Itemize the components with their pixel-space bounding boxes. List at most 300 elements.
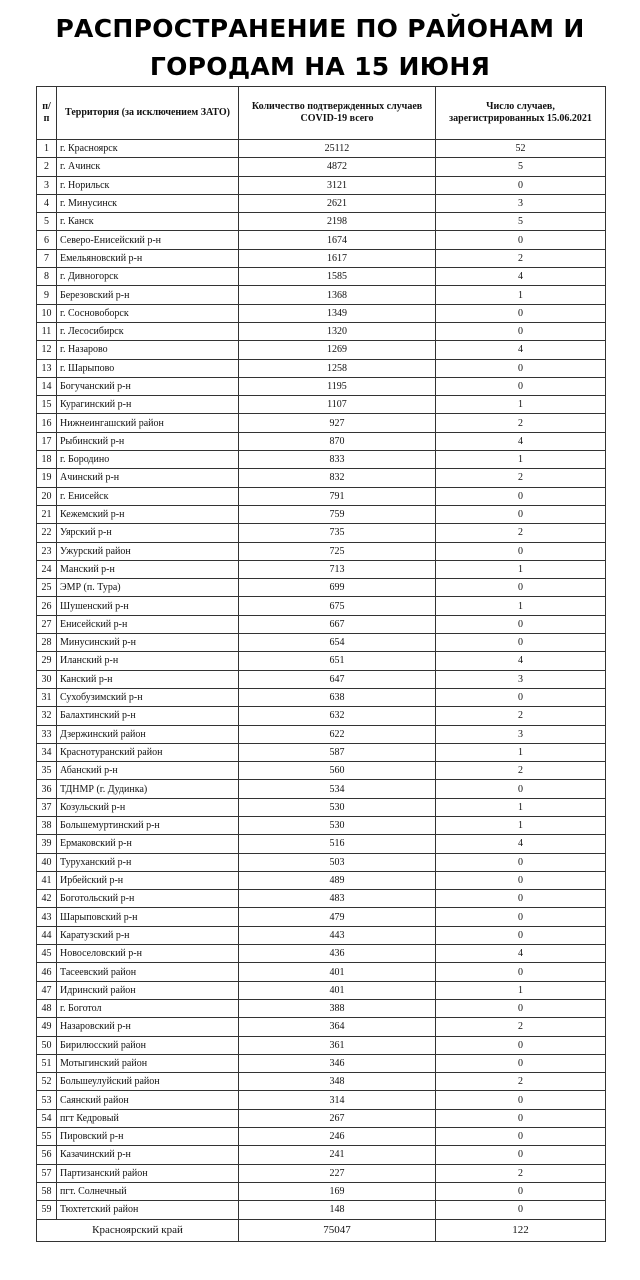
row-confirmed: 364 (239, 1018, 436, 1036)
row-territory: Мотыгинский район (57, 1054, 239, 1072)
row-new-cases: 0 (436, 1091, 606, 1109)
table-row (37, 176, 606, 194)
row-new-cases: 1 (436, 560, 606, 578)
row-confirmed: 479 (239, 908, 436, 926)
table-row (37, 597, 606, 615)
row-number: 2 (37, 158, 57, 176)
row-confirmed: 227 (239, 1164, 436, 1182)
page-headline (0, 10, 640, 86)
row-territory: ТДНМР (г. Дудинка) (57, 780, 239, 798)
row-new-cases: 1 (436, 743, 606, 761)
table-row (37, 762, 606, 780)
row-number: 16 (37, 414, 57, 432)
table-row (37, 634, 606, 652)
row-confirmed: 346 (239, 1054, 436, 1072)
row-number: 30 (37, 670, 57, 688)
table-row (37, 451, 606, 469)
row-new-cases: 2 (436, 249, 606, 267)
table-row (37, 853, 606, 871)
row-number: 17 (37, 432, 57, 450)
row-territory: Саянский район (57, 1091, 239, 1109)
table-row (37, 322, 606, 340)
row-new-cases: 0 (436, 542, 606, 560)
row-new-cases: 0 (436, 688, 606, 706)
table-row (37, 194, 606, 212)
table-row (37, 798, 606, 816)
table-row (37, 158, 606, 176)
table-row (37, 377, 606, 395)
row-territory: Туруханский р-н (57, 853, 239, 871)
row-new-cases: 0 (436, 231, 606, 249)
row-new-cases: 0 (436, 853, 606, 871)
row-number: 29 (37, 652, 57, 670)
table-row (37, 487, 606, 505)
row-number: 32 (37, 707, 57, 725)
row-territory: г. Лесосибирск (57, 322, 239, 340)
row-confirmed: 832 (239, 469, 436, 487)
row-territory: Нижнеингашский район (57, 414, 239, 432)
table-row (37, 652, 606, 670)
table-row (37, 963, 606, 981)
row-confirmed: 632 (239, 707, 436, 725)
row-territory: г. Норильск (57, 176, 239, 194)
row-number: 41 (37, 871, 57, 889)
row-new-cases: 2 (436, 524, 606, 542)
table-row (37, 414, 606, 432)
row-confirmed: 401 (239, 963, 436, 981)
row-new-cases: 0 (436, 963, 606, 981)
row-new-cases: 1 (436, 816, 606, 834)
row-number: 12 (37, 341, 57, 359)
table-row (37, 469, 606, 487)
row-number: 28 (37, 634, 57, 652)
table-row (37, 1091, 606, 1109)
row-number: 15 (37, 396, 57, 414)
row-confirmed: 1195 (239, 377, 436, 395)
row-number: 6 (37, 231, 57, 249)
row-number: 56 (37, 1146, 57, 1164)
row-new-cases: 0 (436, 377, 606, 395)
header-confirmed-cases: Количество подтвержденных случаев COVID-19 всего (239, 87, 436, 140)
row-number: 27 (37, 615, 57, 633)
row-confirmed: 443 (239, 926, 436, 944)
row-territory: Боготольский р-н (57, 890, 239, 908)
row-territory: Ужурский район (57, 542, 239, 560)
headline-line-1: РАСПРОСТРАНЕНИЕ ПО РАЙОНАМ И (55, 14, 585, 43)
table-row (37, 743, 606, 761)
row-confirmed: 534 (239, 780, 436, 798)
table-row (37, 1164, 606, 1182)
row-number: 38 (37, 816, 57, 834)
row-confirmed: 348 (239, 1073, 436, 1091)
row-confirmed: 1107 (239, 396, 436, 414)
table-row (37, 231, 606, 249)
row-confirmed: 651 (239, 652, 436, 670)
row-new-cases: 1 (436, 798, 606, 816)
row-confirmed: 2621 (239, 194, 436, 212)
row-territory: Иланский р-н (57, 652, 239, 670)
row-territory: Тюхтетский район (57, 1201, 239, 1219)
table-row (37, 359, 606, 377)
row-territory: Бирилюсский район (57, 1036, 239, 1054)
row-new-cases: 0 (436, 579, 606, 597)
table-row (37, 542, 606, 560)
row-new-cases: 0 (436, 890, 606, 908)
table-body (37, 140, 606, 1220)
row-new-cases: 3 (436, 725, 606, 743)
row-new-cases: 2 (436, 469, 606, 487)
row-new-cases: 0 (436, 1054, 606, 1072)
row-number: 36 (37, 780, 57, 798)
row-confirmed: 587 (239, 743, 436, 761)
row-territory: Казачинский р-н (57, 1146, 239, 1164)
row-confirmed: 927 (239, 414, 436, 432)
row-number: 14 (37, 377, 57, 395)
row-new-cases: 0 (436, 871, 606, 889)
row-confirmed: 1368 (239, 286, 436, 304)
row-territory: Енисейский р-н (57, 615, 239, 633)
row-territory: Балахтинский р-н (57, 707, 239, 725)
table-row (37, 249, 606, 267)
row-confirmed: 489 (239, 871, 436, 889)
row-new-cases: 52 (436, 140, 606, 158)
row-new-cases: 1 (436, 451, 606, 469)
row-new-cases: 0 (436, 1146, 606, 1164)
header-new-cases: Число случаев, зарегистрированных 15.06.2021 (436, 87, 606, 140)
row-number: 43 (37, 908, 57, 926)
row-territory: г. Боготол (57, 999, 239, 1017)
row-new-cases: 0 (436, 780, 606, 798)
row-confirmed: 246 (239, 1128, 436, 1146)
row-confirmed: 530 (239, 816, 436, 834)
table-row (37, 688, 606, 706)
row-territory: Абанский р-н (57, 762, 239, 780)
row-number: 48 (37, 999, 57, 1017)
table-row (37, 780, 606, 798)
row-number: 47 (37, 981, 57, 999)
row-territory: г. Ачинск (57, 158, 239, 176)
row-new-cases: 0 (436, 908, 606, 926)
row-confirmed: 647 (239, 670, 436, 688)
row-number: 50 (37, 1036, 57, 1054)
row-territory: Идринский район (57, 981, 239, 999)
row-number: 34 (37, 743, 57, 761)
row-territory: ЭМР (п. Тура) (57, 579, 239, 597)
row-number: 45 (37, 945, 57, 963)
row-number: 20 (37, 487, 57, 505)
table-row (37, 816, 606, 834)
table-row (37, 1018, 606, 1036)
table-row (37, 396, 606, 414)
row-confirmed: 401 (239, 981, 436, 999)
table-row (37, 560, 606, 578)
row-confirmed: 361 (239, 1036, 436, 1054)
row-confirmed: 622 (239, 725, 436, 743)
table-row (37, 505, 606, 523)
row-confirmed: 148 (239, 1201, 436, 1219)
row-confirmed: 1320 (239, 322, 436, 340)
row-territory: Емельяновский р-н (57, 249, 239, 267)
row-territory: г. Бородино (57, 451, 239, 469)
row-number: 53 (37, 1091, 57, 1109)
row-new-cases: 2 (436, 762, 606, 780)
row-number: 57 (37, 1164, 57, 1182)
table-row (37, 926, 606, 944)
table-row (37, 871, 606, 889)
row-confirmed: 667 (239, 615, 436, 633)
row-territory: г. Шарыпово (57, 359, 239, 377)
table-row (37, 341, 606, 359)
row-number: 5 (37, 213, 57, 231)
row-new-cases: 0 (436, 999, 606, 1017)
row-number: 37 (37, 798, 57, 816)
row-confirmed: 1674 (239, 231, 436, 249)
row-new-cases: 2 (436, 1073, 606, 1091)
row-confirmed: 759 (239, 505, 436, 523)
row-confirmed: 314 (239, 1091, 436, 1109)
row-territory: Тасеевский район (57, 963, 239, 981)
row-number: 3 (37, 176, 57, 194)
row-territory: Пировский р-н (57, 1128, 239, 1146)
row-number: 11 (37, 322, 57, 340)
row-confirmed: 3121 (239, 176, 436, 194)
table-row (37, 725, 606, 743)
row-new-cases: 2 (436, 707, 606, 725)
row-number: 49 (37, 1018, 57, 1036)
table-row (37, 304, 606, 322)
total-new: 122 (436, 1219, 606, 1241)
row-confirmed: 1349 (239, 304, 436, 322)
row-confirmed: 388 (239, 999, 436, 1017)
row-new-cases: 4 (436, 341, 606, 359)
row-new-cases: 0 (436, 322, 606, 340)
row-new-cases: 0 (436, 926, 606, 944)
row-confirmed: 25112 (239, 140, 436, 158)
row-new-cases: 4 (436, 432, 606, 450)
total-confirmed: 75047 (239, 1219, 436, 1241)
row-number: 10 (37, 304, 57, 322)
row-confirmed: 483 (239, 890, 436, 908)
row-territory: Шушенский р-н (57, 597, 239, 615)
row-confirmed: 4872 (239, 158, 436, 176)
row-new-cases: 0 (436, 1109, 606, 1127)
row-number: 9 (37, 286, 57, 304)
row-territory: Краснотуранский район (57, 743, 239, 761)
row-number: 58 (37, 1182, 57, 1200)
total-label: Красноярский край (37, 1219, 239, 1241)
row-number: 18 (37, 451, 57, 469)
headline-line-2: ГОРОДАМ НА 15 ИЮНЯ (149, 52, 491, 81)
table-row (37, 286, 606, 304)
row-confirmed: 436 (239, 945, 436, 963)
row-number: 4 (37, 194, 57, 212)
row-confirmed: 791 (239, 487, 436, 505)
row-territory: Шарыповский р-н (57, 908, 239, 926)
row-territory: г. Назарово (57, 341, 239, 359)
row-number: 1 (37, 140, 57, 158)
table-row (37, 1146, 606, 1164)
row-new-cases: 0 (436, 304, 606, 322)
row-number: 54 (37, 1109, 57, 1127)
row-number: 26 (37, 597, 57, 615)
row-confirmed: 713 (239, 560, 436, 578)
row-confirmed: 675 (239, 597, 436, 615)
row-confirmed: 1585 (239, 268, 436, 286)
row-territory: Березовский р-н (57, 286, 239, 304)
row-number: 23 (37, 542, 57, 560)
table-row (37, 1073, 606, 1091)
row-confirmed: 2198 (239, 213, 436, 231)
row-territory: г. Сосновоборск (57, 304, 239, 322)
table-row (37, 908, 606, 926)
row-confirmed: 725 (239, 542, 436, 560)
row-confirmed: 560 (239, 762, 436, 780)
table-row (37, 945, 606, 963)
row-territory: г. Канск (57, 213, 239, 231)
row-territory: Курагинский р-н (57, 396, 239, 414)
row-new-cases: 5 (436, 213, 606, 231)
row-territory: г. Красноярск (57, 140, 239, 158)
table-row (37, 1109, 606, 1127)
row-new-cases: 2 (436, 1164, 606, 1182)
row-new-cases: 0 (436, 615, 606, 633)
row-new-cases: 1 (436, 286, 606, 304)
row-new-cases: 2 (436, 414, 606, 432)
row-new-cases: 4 (436, 835, 606, 853)
row-confirmed: 267 (239, 1109, 436, 1127)
row-territory: Богучанский р-н (57, 377, 239, 395)
row-territory: Козульский р-н (57, 798, 239, 816)
row-territory: Новоселовский р-н (57, 945, 239, 963)
row-confirmed: 654 (239, 634, 436, 652)
row-territory: Каратузский р-н (57, 926, 239, 944)
row-number: 24 (37, 560, 57, 578)
row-confirmed: 870 (239, 432, 436, 450)
row-number: 35 (37, 762, 57, 780)
row-number: 52 (37, 1073, 57, 1091)
table-row (37, 524, 606, 542)
row-new-cases: 0 (436, 634, 606, 652)
row-territory: г. Минусинск (57, 194, 239, 212)
row-number: 59 (37, 1201, 57, 1219)
row-territory: Ачинский р-н (57, 469, 239, 487)
row-new-cases: 3 (436, 194, 606, 212)
table-row (37, 432, 606, 450)
row-territory: г. Дивногорск (57, 268, 239, 286)
row-new-cases: 1 (436, 396, 606, 414)
row-new-cases: 0 (436, 1036, 606, 1054)
table-row (37, 1054, 606, 1072)
table-total-row (37, 1219, 606, 1241)
row-confirmed: 169 (239, 1182, 436, 1200)
table-row (37, 981, 606, 999)
row-confirmed: 503 (239, 853, 436, 871)
table-row (37, 1036, 606, 1054)
row-new-cases: 0 (436, 1128, 606, 1146)
table-header-row (37, 87, 606, 140)
row-number: 39 (37, 835, 57, 853)
row-confirmed: 530 (239, 798, 436, 816)
row-new-cases: 0 (436, 487, 606, 505)
row-new-cases: 0 (436, 1201, 606, 1219)
row-new-cases: 1 (436, 597, 606, 615)
row-territory: Уярский р-н (57, 524, 239, 542)
row-confirmed: 735 (239, 524, 436, 542)
row-territory: Манский р-н (57, 560, 239, 578)
row-confirmed: 1269 (239, 341, 436, 359)
row-territory: Рыбинский р-н (57, 432, 239, 450)
row-territory: Ермаковский р-н (57, 835, 239, 853)
row-number: 22 (37, 524, 57, 542)
row-number: 55 (37, 1128, 57, 1146)
row-number: 21 (37, 505, 57, 523)
table-row (37, 140, 606, 158)
table-row (37, 1182, 606, 1200)
table-row (37, 707, 606, 725)
row-number: 13 (37, 359, 57, 377)
table-row (37, 999, 606, 1017)
row-territory: Дзержинский район (57, 725, 239, 743)
row-confirmed: 516 (239, 835, 436, 853)
row-territory: Партизанский район (57, 1164, 239, 1182)
row-territory: Северо-Енисейский р-н (57, 231, 239, 249)
row-confirmed: 833 (239, 451, 436, 469)
row-new-cases: 4 (436, 652, 606, 670)
row-new-cases: 5 (436, 158, 606, 176)
table-row (37, 1201, 606, 1219)
row-new-cases: 1 (436, 981, 606, 999)
row-new-cases: 0 (436, 359, 606, 377)
row-new-cases: 4 (436, 268, 606, 286)
header-number: п/п (37, 87, 57, 140)
row-territory: Большеулуйский район (57, 1073, 239, 1091)
row-territory: Минусинский р-н (57, 634, 239, 652)
table-row (37, 1128, 606, 1146)
row-territory: Канский р-н (57, 670, 239, 688)
row-number: 7 (37, 249, 57, 267)
row-number: 46 (37, 963, 57, 981)
row-new-cases: 0 (436, 505, 606, 523)
row-territory: пгт. Солнечный (57, 1182, 239, 1200)
covid-cases-table (36, 86, 606, 1242)
table-row (37, 890, 606, 908)
row-confirmed: 699 (239, 579, 436, 597)
row-confirmed: 1258 (239, 359, 436, 377)
row-number: 19 (37, 469, 57, 487)
row-new-cases: 2 (436, 1018, 606, 1036)
row-number: 25 (37, 579, 57, 597)
row-number: 31 (37, 688, 57, 706)
row-number: 8 (37, 268, 57, 286)
row-new-cases: 4 (436, 945, 606, 963)
row-territory: Ирбейский р-н (57, 871, 239, 889)
row-territory: г. Енисейск (57, 487, 239, 505)
row-number: 40 (37, 853, 57, 871)
row-new-cases: 0 (436, 1182, 606, 1200)
row-territory: Кежемский р-н (57, 505, 239, 523)
table-row (37, 579, 606, 597)
row-territory: пгт Кедровый (57, 1109, 239, 1127)
row-territory: Сухобузимский р-н (57, 688, 239, 706)
table-row (37, 835, 606, 853)
row-new-cases: 3 (436, 670, 606, 688)
row-number: 44 (37, 926, 57, 944)
row-number: 42 (37, 890, 57, 908)
row-territory: Назаровский р-н (57, 1018, 239, 1036)
row-number: 51 (37, 1054, 57, 1072)
table-row (37, 213, 606, 231)
table-row (37, 670, 606, 688)
